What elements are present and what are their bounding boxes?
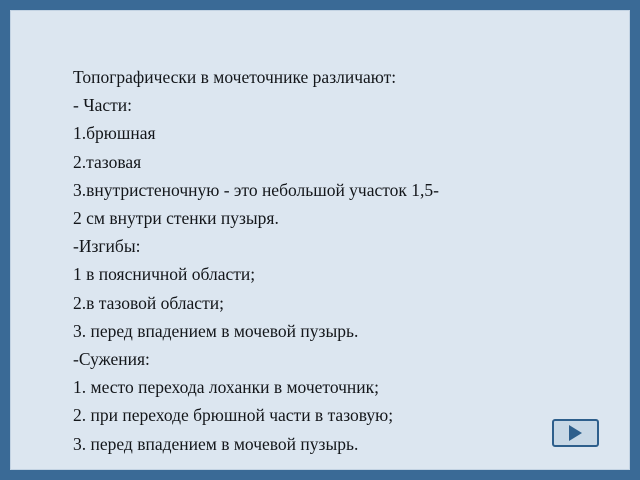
- text-line-10: 3. перед впадением в мочевой пузырь.: [73, 320, 359, 341]
- slide-text-block: [73, 63, 583, 458]
- text-line-9: 2.в тазовой области;: [73, 292, 224, 313]
- text-line-1: Топографически в мочеточнике различают:: [73, 67, 397, 87]
- text-line-12: 1. место перехода лоханки в мочеточник;: [73, 377, 380, 398]
- slide-content-area: [10, 10, 630, 470]
- text-line-7: -Изгибы:: [73, 236, 141, 257]
- next-slide-button[interactable]: [552, 419, 599, 447]
- text-line-6: 2 см внутри стенки пузыря.: [73, 208, 279, 229]
- text-line-13: 2. при переходе брюшной части в тазовую;: [73, 405, 394, 426]
- text-line-5: 3.внутристеночную - это небольшой участок 1,5-: [73, 179, 440, 200]
- play-triangle-icon: [569, 425, 582, 441]
- text-line-3: 1.брюшная: [73, 123, 156, 144]
- text-line-8: 1 в поясничной области;: [73, 264, 256, 285]
- text-line-2: - Части:: [73, 95, 132, 116]
- text-line-4: 2.тазовая: [73, 151, 142, 172]
- text-line-11: -Сужения:: [73, 349, 150, 370]
- text-line-14: 3. перед впадением в мочевой пузырь.: [73, 433, 359, 454]
